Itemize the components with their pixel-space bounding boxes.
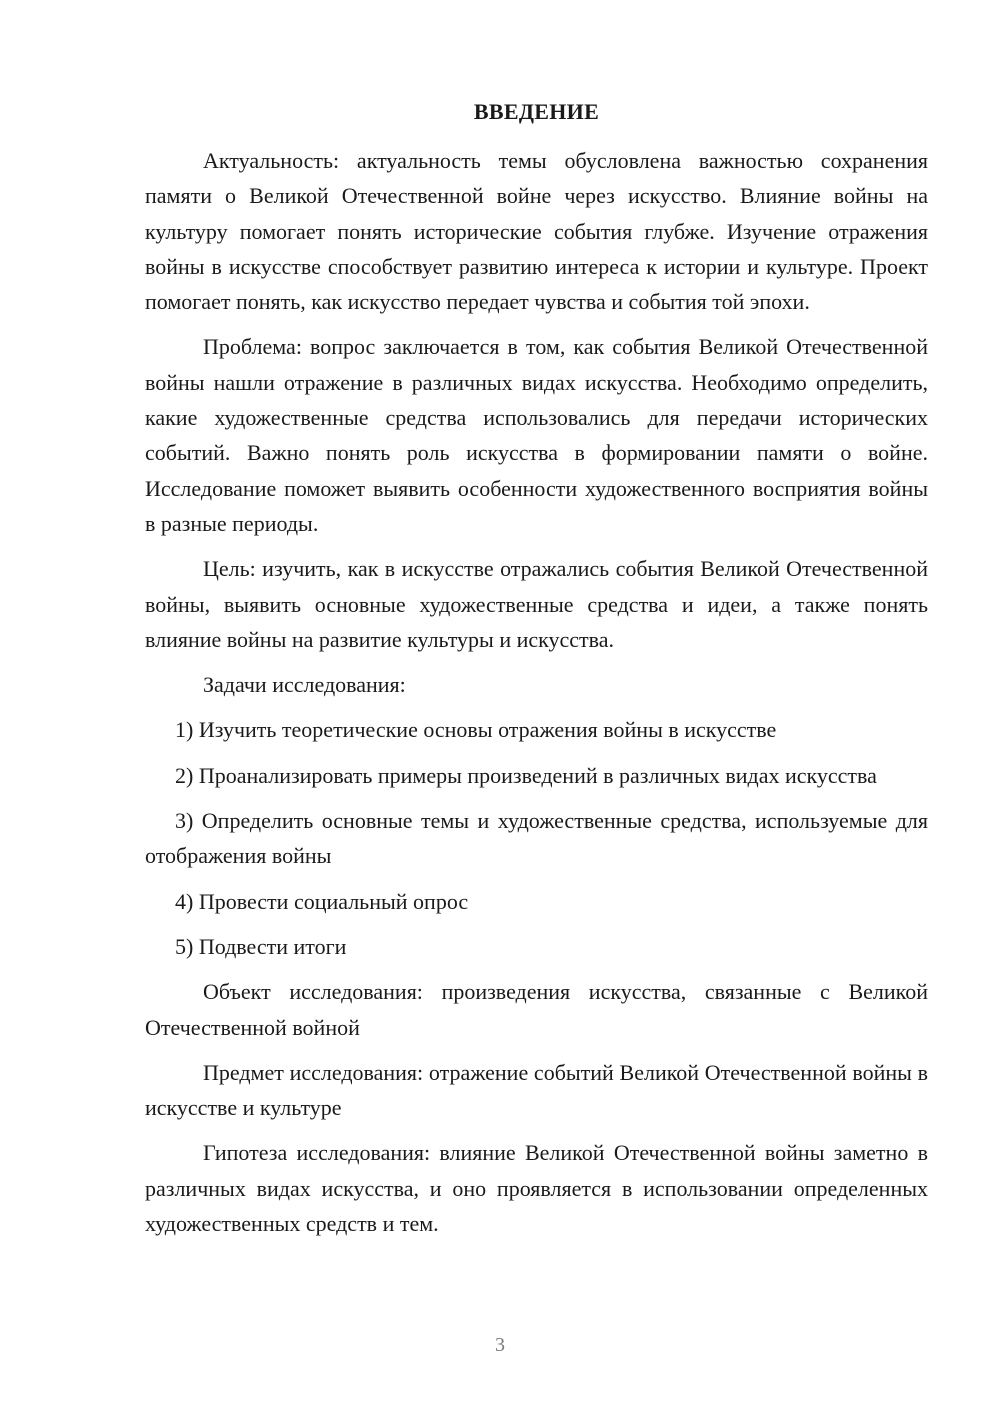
- paragraph-hypothesis: Гипотеза исследования: влияние Великой Отечественной войны заметно в различных видах искусства, и оно проявляется в использовании определенных художественных средств и тем.: [145, 1140, 928, 1237]
- paragraph-problem: Проблема: вопрос заключается в том, как события Великой Отечественной войны нашли отражение в различных видах искусства. Необходимо определить, какие художественные средства использовались для передачи исторических событий. Важно понять роль искусства в формировании памяти о войне. Исследование поможет выявить особенности художественного восприятия войны в разные периоды.: [145, 334, 928, 536]
- paragraph-tasks-heading: Задачи исследования:: [203, 672, 406, 698]
- document-page: [145, 94, 928, 1251]
- list-item: 4) Провести социальный опрос: [175, 888, 469, 914]
- paragraph-subject: Предмет исследования: отражение событий Великой Отечественной войны в искусстве и культуре: [145, 1059, 928, 1121]
- paragraph-object: Объект исследования: произведения искусства, связанные с Великой Отечественной войной: [145, 979, 928, 1040]
- list-item: 1) Изучить теоретические основы отражения войны в искусстве: [175, 717, 777, 743]
- list-item: 3) Определить основные темы и художественные средства, используемые для отображения войны: [145, 808, 928, 869]
- paragraph-relevance: Актуальность: актуальность темы обусловлена важностью сохранения памяти о Великой Отечественной войне через искусство. Влияние войны на культуру помогает понять исторические события глубже. Изучение отражения войны в искусстве способствует развитию интереса к истории и культуре. Проект помогает понять, как искусство передает чувства и события той эпохи.: [145, 148, 928, 315]
- list-item: 5) Подвести итоги: [175, 933, 347, 959]
- page-title: ВВЕДЕНИЕ: [473, 99, 600, 124]
- page-number: 3: [495, 1334, 505, 1356]
- paragraph-goal: Цель: изучить, как в искусстве отражались события Великой Отечественной войны, выявить основные художественные средства и идеи, а также понять влияние войны на развитие культуры и искусства.: [145, 556, 928, 652]
- list-item: 2) Проанализировать примеры произведений в различных видах искусства: [175, 762, 877, 788]
